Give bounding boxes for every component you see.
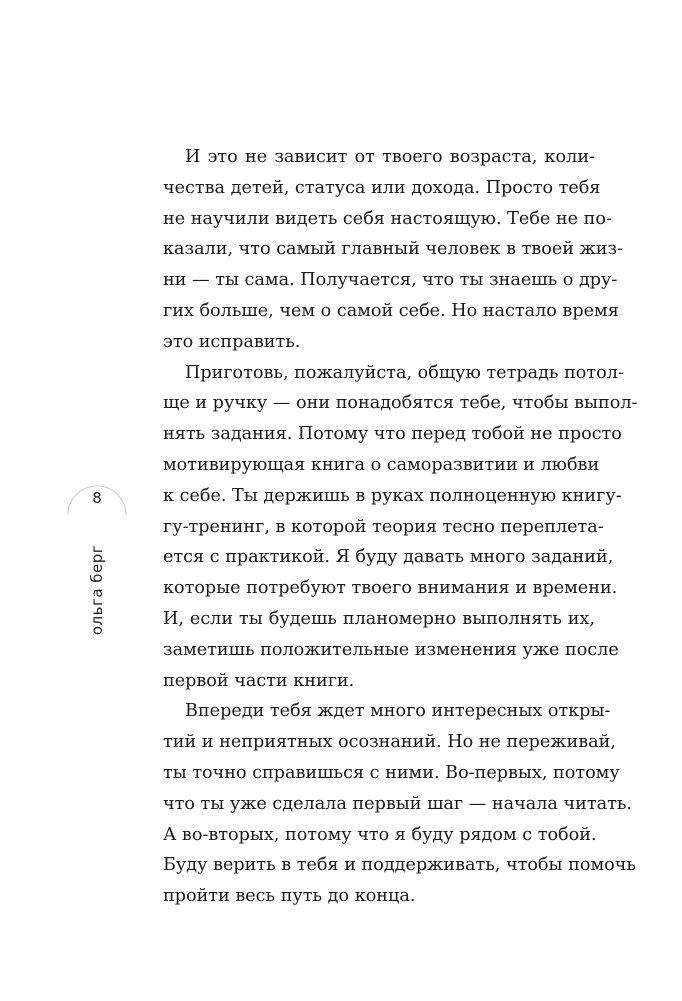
text-line: А во-вторых, потому что я буду рядом с тобой. xyxy=(163,824,597,845)
text-line: Впереди тебя ждет много интересных откры- xyxy=(185,701,611,722)
text-line: нять задания. Потому что перед тобой не просто xyxy=(163,424,622,445)
text-line: мотивирующая книга о саморазвитии и любви xyxy=(163,454,600,475)
text-line: Приготовь, пожалуйста, общую тетрадь потол- xyxy=(185,362,624,383)
text-line: которые потребуют твоего внимания и времени. xyxy=(163,578,618,599)
text-line: это исправить. xyxy=(163,331,301,352)
text-line: казали, что самый главный человек в твоей жиз- xyxy=(163,239,624,260)
text-line: ще и ручку — они понадобятся тебе, чтобы выпол- xyxy=(163,393,638,414)
text-line: гих больше, чем о самой себе. Но настало время xyxy=(163,300,619,321)
text-line: Буду верить в тебя и поддерживать, чтобы помочь xyxy=(163,855,636,876)
text-line: пройти весь путь до конца. xyxy=(163,886,416,907)
text-line: гу-тренинг, в которой теория тесно переплета- xyxy=(163,516,604,537)
text-line: к себе. Ты держишь в руках полноценную книгу- xyxy=(163,485,622,506)
text-line: тий и неприятных осознаний. Но не переживай, xyxy=(163,732,616,753)
text-line: ни — ты сама. Получается, что ты знаешь о дру- xyxy=(163,270,618,291)
page-number-badge xyxy=(62,480,132,550)
running-head-author: ольга берг xyxy=(88,544,106,636)
text-line: И, если ты будешь планомерно выполнять их, xyxy=(163,608,595,629)
text-line: первой части книги. xyxy=(163,670,355,691)
body-text xyxy=(163,142,638,912)
page-number: 8 xyxy=(92,489,102,507)
text-line: И это не зависит от твоего возраста, коли- xyxy=(185,147,595,167)
text-line: чества детей, статуса или дохода. Просто тебя xyxy=(163,177,601,198)
text-line: ется с практикой. Я буду давать много заданий, xyxy=(163,547,614,568)
text-line: не научили видеть себя настоящую. Тебе не по- xyxy=(163,208,612,229)
text-line: заметишь положительные изменения уже после xyxy=(163,639,619,660)
text-line: что ты уже сделала первый шаг — начала читать. xyxy=(163,793,632,814)
text-line: ты точно справишься с ними. Во-первых, потому xyxy=(163,762,620,783)
